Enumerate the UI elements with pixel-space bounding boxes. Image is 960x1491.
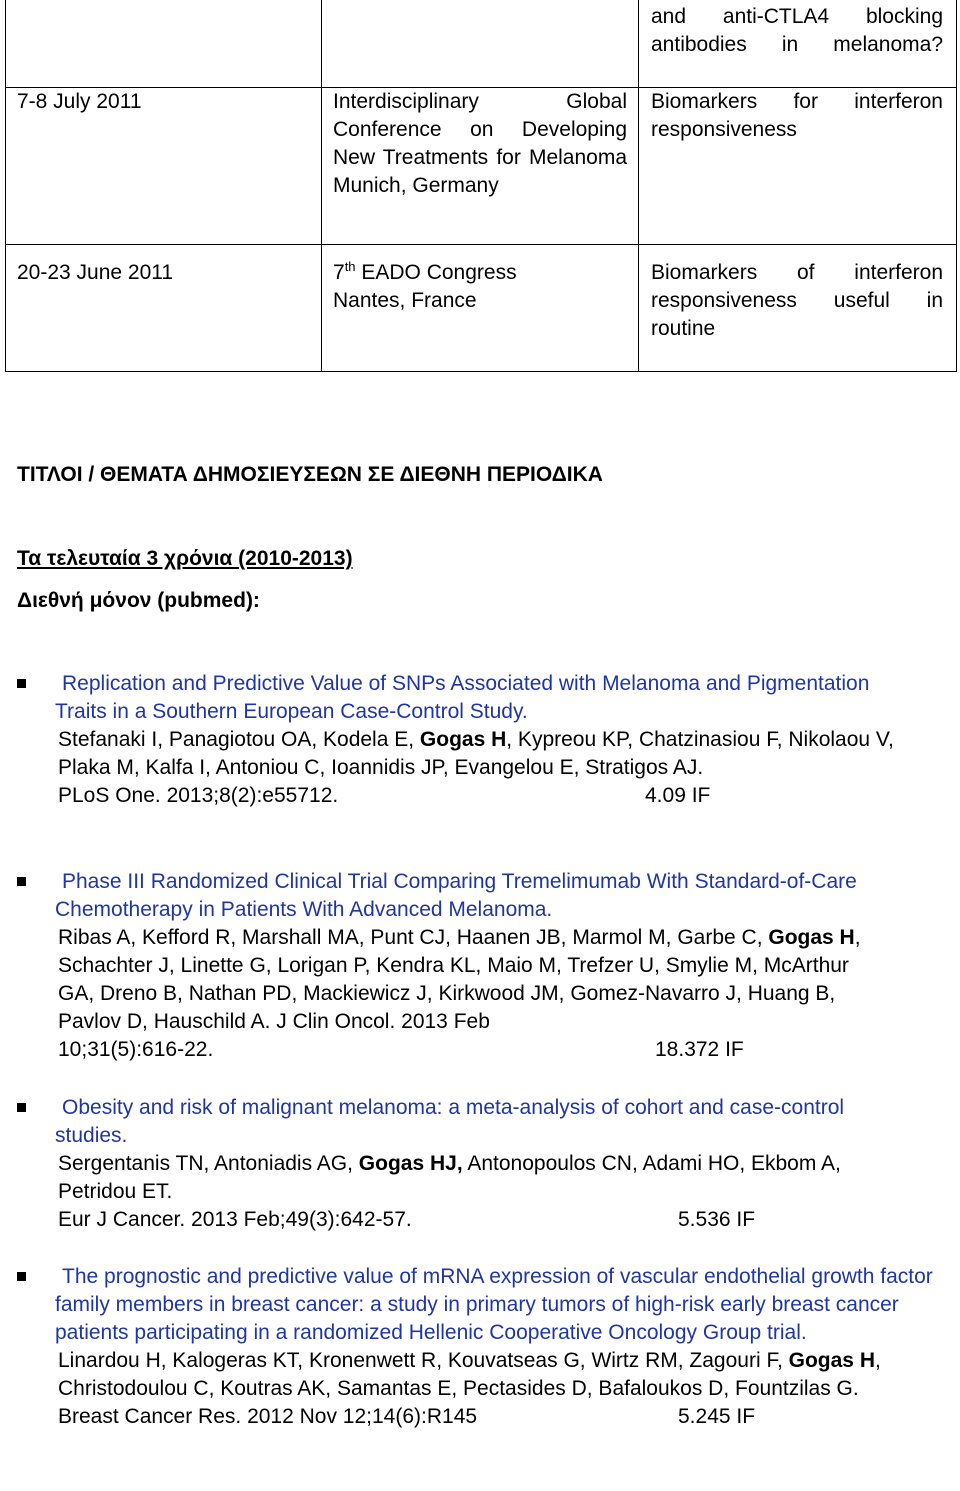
authors-highlight: Gogas HJ, xyxy=(358,1152,463,1175)
publication-item xyxy=(17,670,957,810)
table-border-left xyxy=(5,0,6,372)
publication-authors xyxy=(58,726,928,782)
authors-highlight: Gogas H xyxy=(788,1349,875,1372)
event-location: Nantes, France xyxy=(333,289,477,312)
table-cell-topic: Biomarkers for interferon responsiveness xyxy=(651,90,943,141)
table-cell-date: 20-23 June 2011 xyxy=(17,261,174,284)
publication-citation xyxy=(58,1403,928,1431)
journal-reference: Eur J Cancer. 2013 Feb;49(3):642-57. xyxy=(58,1208,412,1231)
bullet-icon xyxy=(17,679,26,688)
authors-text: Linardou H, Kalogeras KT, Kronenwett R, Kouvatseas G, Wirtz RM, Zagouri F, xyxy=(58,1349,789,1372)
authors-text: Sergentanis TN, Antoniadis AG, xyxy=(58,1152,359,1175)
impact-factor: 18.372 IF xyxy=(655,1038,744,1061)
authors-text: , Christodoulou C, Koutras AK, Samantas E, Pectasides D, Bafaloukos D, Fountzilas G. xyxy=(58,1349,881,1400)
impact-factor: 5.245 IF xyxy=(678,1405,756,1428)
publication-title: The prognostic and predictive value of mRNA expression of vascular endothelial growth factor family members in breast cancer: a study in primary tumors of high-risk early breast cancer patients participating in a randomized Hellenic Cooperative Oncology Group trial. xyxy=(55,1265,933,1344)
section-subtitle-years: Τα τελευταία 3 χρόνια (2010-2013) xyxy=(17,547,353,570)
authors-highlight: Gogas H xyxy=(768,926,855,949)
table-cell-date: 7-8 July 2011 xyxy=(17,90,142,113)
journal-reference: PLoS One. 2013;8(2):e55712. xyxy=(58,784,339,807)
bullet-icon xyxy=(17,877,26,886)
publication-item xyxy=(17,1263,957,1431)
publication-item xyxy=(17,1094,957,1234)
impact-factor: 4.09 IF xyxy=(645,784,711,807)
table-cell-event xyxy=(333,88,627,200)
section-title: ΤΙΤΛΟΙ / ΘΕΜΑΤΑ ΔΗΜΟΣΙΕΥΣΕΩΝ ΣΕ ΔΙΕΘΝΗ ΠΕΡΙΟΔΙΚΑ xyxy=(17,463,603,486)
publication-title: Replication and Predictive Value of SNPs Associated with Melanoma and Pigmentation Traits in a Southern European Case-Control Study. xyxy=(55,672,870,723)
journal-reference: 10;31(5):616-22. xyxy=(58,1038,214,1061)
table-column-divider xyxy=(321,0,322,372)
journal-reference: Breast Cancer Res. 2012 Nov 12;14(6):R145 xyxy=(58,1405,478,1428)
table-cell-event xyxy=(333,259,627,315)
table-border-right xyxy=(956,0,957,372)
table-cell-topic: Biomarkers of interferon responsiveness useful in routine xyxy=(651,261,943,340)
table-row-divider xyxy=(5,244,957,245)
events-table xyxy=(5,0,957,372)
authors-text: Ribas A, Kefford R, Marshall MA, Punt CJ, Haanen JB, Marmol M, Garbe C, xyxy=(58,926,769,949)
authors-text: , Schachter J, Linette G, Lorigan P, Kendra KL, Maio M, Trefzer U, Smylie M, McArthur GA, Dreno B, Nathan PD, Mackiewicz J, Kirkwood JM, Gomez-Navarro J, Huang B, Pavlov D, Hauschild A. J Clin Oncol. 2013 Feb xyxy=(58,926,861,1033)
publication-authors xyxy=(58,1150,878,1206)
publication-citation xyxy=(58,1036,928,1064)
table-column-divider xyxy=(638,0,639,372)
bullet-icon xyxy=(17,1272,26,1281)
event-ordinal-suffix: th xyxy=(344,259,356,274)
authors-text: Antonopoulos CN, Adami HO, Ekbom A, Petridou ET. xyxy=(58,1152,841,1203)
section-subtitle-scope: Διεθνή μόνον (pubmed): xyxy=(17,589,260,612)
publication-title: Phase III Randomized Clinical Trial Comparing Tremelimumab With Standard-of-Care Chemotherapy in Patients With Advanced Melanoma. xyxy=(55,870,857,921)
table-cell-topic: and anti-CTLA4 blocking antibodies in melanoma? xyxy=(651,5,943,56)
event-title xyxy=(333,259,627,287)
authors-text: , Kypreou KP, Chatzinasiou F, Nikolaou V, Plaka M, Kalfa I, Antoniou C, Ioannidis JP, Evangelou E, Stratigos AJ. xyxy=(58,728,894,779)
event-ordinal: 7 xyxy=(333,261,345,284)
publication-authors xyxy=(58,1347,933,1403)
publication-citation xyxy=(58,782,928,810)
event-location: Munich, Germany xyxy=(333,174,499,197)
publication-authors xyxy=(58,924,883,1036)
event-name: EADO Congress xyxy=(355,261,517,284)
impact-factor: 5.536 IF xyxy=(678,1208,756,1231)
table-border-bottom xyxy=(5,371,957,372)
event-title: Interdisciplinary Global Conference on Developing New Treatments for Melanoma xyxy=(333,90,627,169)
authors-highlight: Gogas H xyxy=(419,728,507,751)
publication-title: Obesity and risk of malignant melanoma: a meta-analysis of cohort and case-control studies. xyxy=(55,1096,845,1147)
bullet-icon xyxy=(17,1103,26,1112)
publication-citation xyxy=(58,1206,928,1234)
publication-item xyxy=(17,868,957,1064)
authors-text: Stefanaki I, Panagiotou OA, Kodela E, xyxy=(58,728,420,751)
